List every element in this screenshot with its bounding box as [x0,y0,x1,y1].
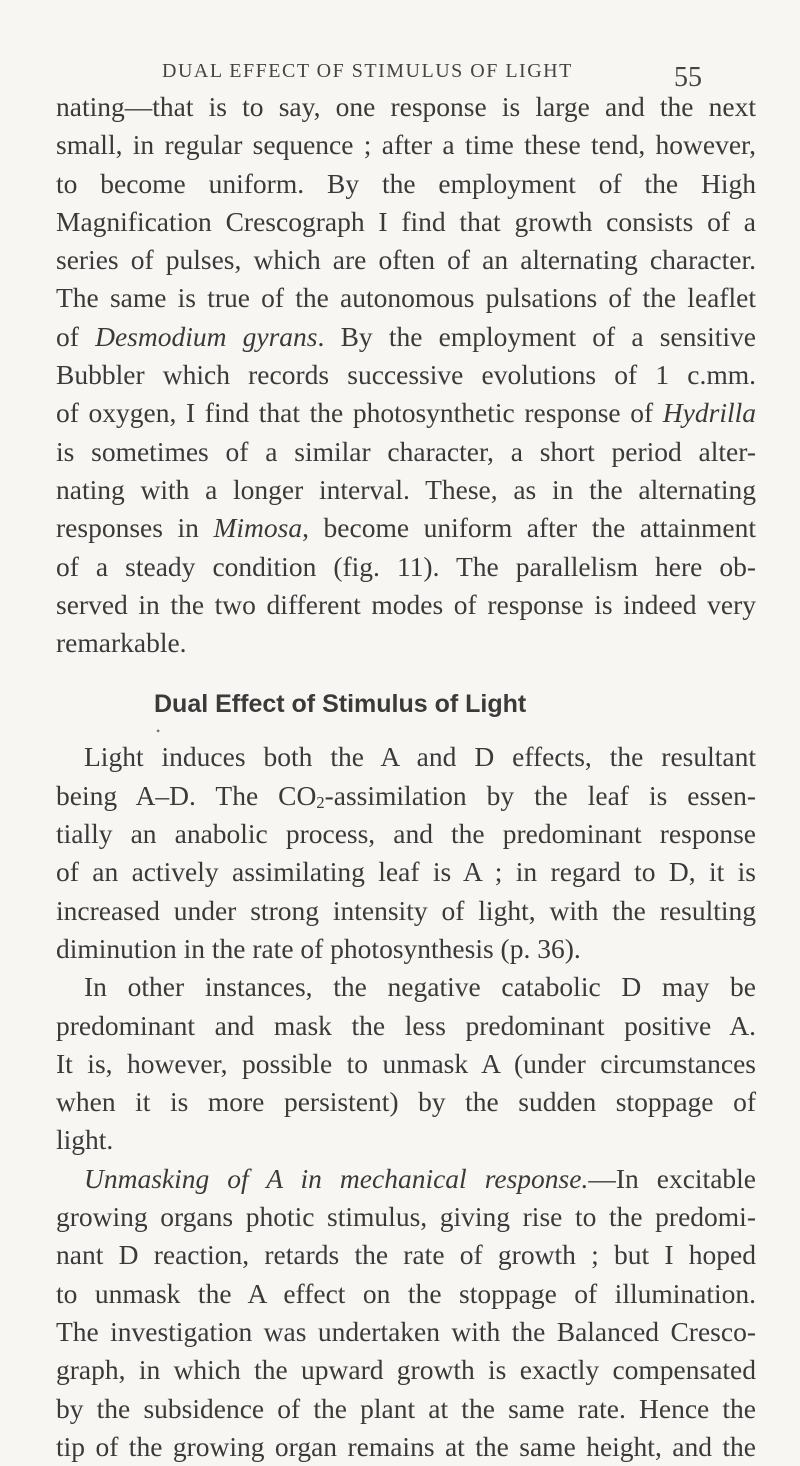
text-line: tip of the growing organ remains at the same height, and the [56,1430,756,1462]
text-line: Bubbler which records successive evolutions of 1 c.mm. [56,359,756,391]
text-line: small, in regular sequence ; after a time these tend, however, [56,129,756,161]
text-line: when it is more persistent) by the sudden stoppage of [56,1086,756,1118]
text-line: In other instances, the negative catabolic D may be [84,971,756,1003]
text-line: The same is true of the autonomous pulsations of the leaflet [56,282,756,314]
lead-text: —In excitable [588,1162,756,1194]
text-line: series of pulses, which are often of an alternating character. [56,244,756,276]
text-line-mimosa: responses in Mimosa, become uniform after the attainment [56,512,756,544]
text-line: increased under strong intensity of light, with the resulting [56,894,756,926]
text-line: is sometimes of a similar character, a short period alter- [56,435,756,467]
running-head [56,58,756,93]
text-line-hydrilla: of oxygen, I find that the photosynthetic response of Hydrilla [56,397,756,429]
text-line: to become uniform. By the employment of the High [56,167,756,199]
text-line: The investigation was undertaken with the Balanced Cresco- [56,1315,756,1347]
body-text [56,88,756,1466]
text-line: of a steady condition (fig. 11). The parallelism here ob- [56,550,756,582]
text-line: being A–D. The $CO_2$-assimilation by the leaf is essen- [56,779,756,812]
text-line: Light induces both the A and D effects, the resultant [84,741,756,773]
paragraph [56,968,756,1159]
paragraph [56,1160,756,1466]
section-heading: Dual Effect of Stimulus of Light [154,690,527,719]
text-line: nating—that is to say, one response is large and the next [56,91,756,122]
text-line: to unmask the A effect on the stoppage of illumination. [56,1277,756,1309]
text-line: diminution in the rate of photosynthesis (p. 36). [56,932,581,964]
printer-dot: • [156,724,161,739]
text-line: nating with a longer interval. These, as in the alternating [56,473,756,505]
text-line: predominant and mask the less predominant positive A. [56,1009,756,1041]
paragraph [56,738,756,968]
text-line-lead [56,1160,756,1198]
text-line: It is, however, possible to unmask A (under circumstances [56,1047,756,1079]
text-line: remarkable. [56,627,187,659]
text-line: nant D reaction, retards the rate of growth ; but I hoped [56,1239,756,1271]
text-line: tially an anabolic process, and the predominant response [56,818,756,850]
paragraph-continuation [56,88,756,662]
text-line: of an actively assimilating leaf is A ; in regard to D, it is [56,856,756,888]
text-line: light. [56,1124,114,1156]
text-line-desmodium: of Desmodium gyrans. By the employment of a sensitive [56,320,756,352]
italic-subheading: Unmasking of A in mechanical response. [84,1162,589,1194]
page-number: 55 [674,62,702,93]
text-line: by the subsidence of the plant at the same rate. Hence the [56,1392,756,1424]
text-line: graph, in which the upward growth is exactly compensated [56,1354,756,1386]
text-line: growing organs photic stimulus, giving rise to the predomi- [56,1201,756,1233]
running-title: DUAL EFFECT OF STIMULUS OF LIGHT [162,60,573,82]
text-line: served in the two different modes of response is indeed very [56,588,756,620]
text-line: Magnification Crescograph I find that growth consists of a [56,205,756,237]
